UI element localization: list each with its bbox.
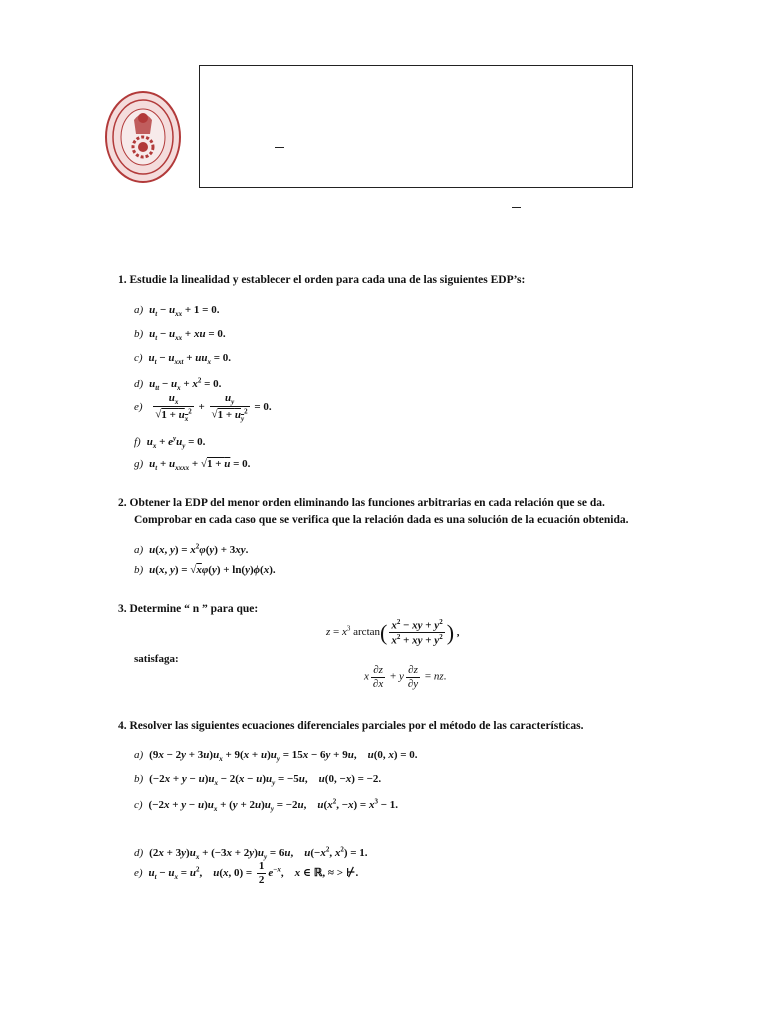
problem-4-item-a: a) $(9x - 2y + 3u)u_x + 9(x + u)u_y = 15x - 6y + 9u$, u(0, x) = 0.: [134, 749, 418, 764]
university-seal: [104, 90, 182, 184]
problem-4-item-c: c) $(-2x + y - u)u_x + (y + 2u)u_y = -2u$, $u(x^2$, $-x) = x^3 - 1$.: [134, 797, 398, 813]
problem-1-statement: 1. Estudie la linealidad y establecer el orden para cada una de las siguientes EDP’s:: [118, 274, 526, 286]
problem-4-item-d: d) $(2x + 3y)u_x + (-3x + 2y)u_y = 6u$, $u(-x^2$, $x^2) = 1$.: [134, 845, 368, 861]
problem-2-statement-cont: Comprobar en cada caso que se verifica que la relación dada es una solución de la ecuación obtenida.: [134, 514, 629, 526]
problem-2-statement: 2. Obtener la EDP del menor orden eliminando las funciones arbitrarias en cada relación que se da.: [118, 497, 605, 509]
problem-1-item-f: f) $u_x + e^yu_y = 0$.: [134, 434, 206, 450]
problem-1-item-a: a) $u_t - u_{xx} + 1 = 0$.: [134, 304, 220, 319]
problem-1-item-b: b) $u_t - u_{xx}$ + xu = 0.: [134, 328, 226, 343]
problem-3-satisfy-label: satisfaga:: [134, 653, 179, 665]
problem-1-item-d: d) $u_{tt} - u_x + x^2 = 0$.: [134, 376, 222, 392]
problem-1-item-e: e) $\frac{u_x}{√1 + u_x^2}$ + $\frac{u_y}{√1 + u_y^2}$ = 0.: [134, 392, 272, 424]
problem-4-statement: 4. Resolver las siguientes ecuaciones diferenciales parciales por el método de las características.: [118, 720, 584, 732]
problem-3-equation-z: $z = x^3$ arctan( $\frac{x^2 - xy + y^2}{x^2 + xy + y^2}$ ) ,: [326, 618, 460, 647]
header-dash: [512, 207, 521, 208]
problem-3-statement: 3. Determine “ n ” para que:: [118, 603, 259, 615]
problem-4-item-b: b) $(-2x + y - u)u_x - 2(x - u)u_y = -5u$, u(0, −x) = −2.: [134, 773, 382, 788]
problem-1-item-c: c) $u_t - u_{xxt} + uu_x = 0$.: [134, 352, 232, 367]
header-dash: [275, 147, 284, 148]
problem-1-item-g: g) $u_t + u_{xxxx} + √1 + u = 0$.: [134, 458, 251, 473]
header-title-box: [199, 65, 633, 188]
problem-4-item-e: e) $u_t - u_x = u^2$, u(x, 0) = $\frac{1}{2}$ $e^{-x}$, x ∈ ℝ, ≈ > ⊬.: [134, 860, 359, 886]
problem-3-equation-pde: x $\frac{\partial z}{\partial x}$ + y $\frac{\partial z}{\partial y}$ = nz.: [364, 664, 447, 690]
problem-2-item-b: b) u(x, y) = √xφ(y) + ln(y)ϕ(x).: [134, 564, 276, 576]
problem-2-item-a: a) u(x, $y) = x^2\varphi(y) + 3xy$.: [134, 542, 249, 556]
